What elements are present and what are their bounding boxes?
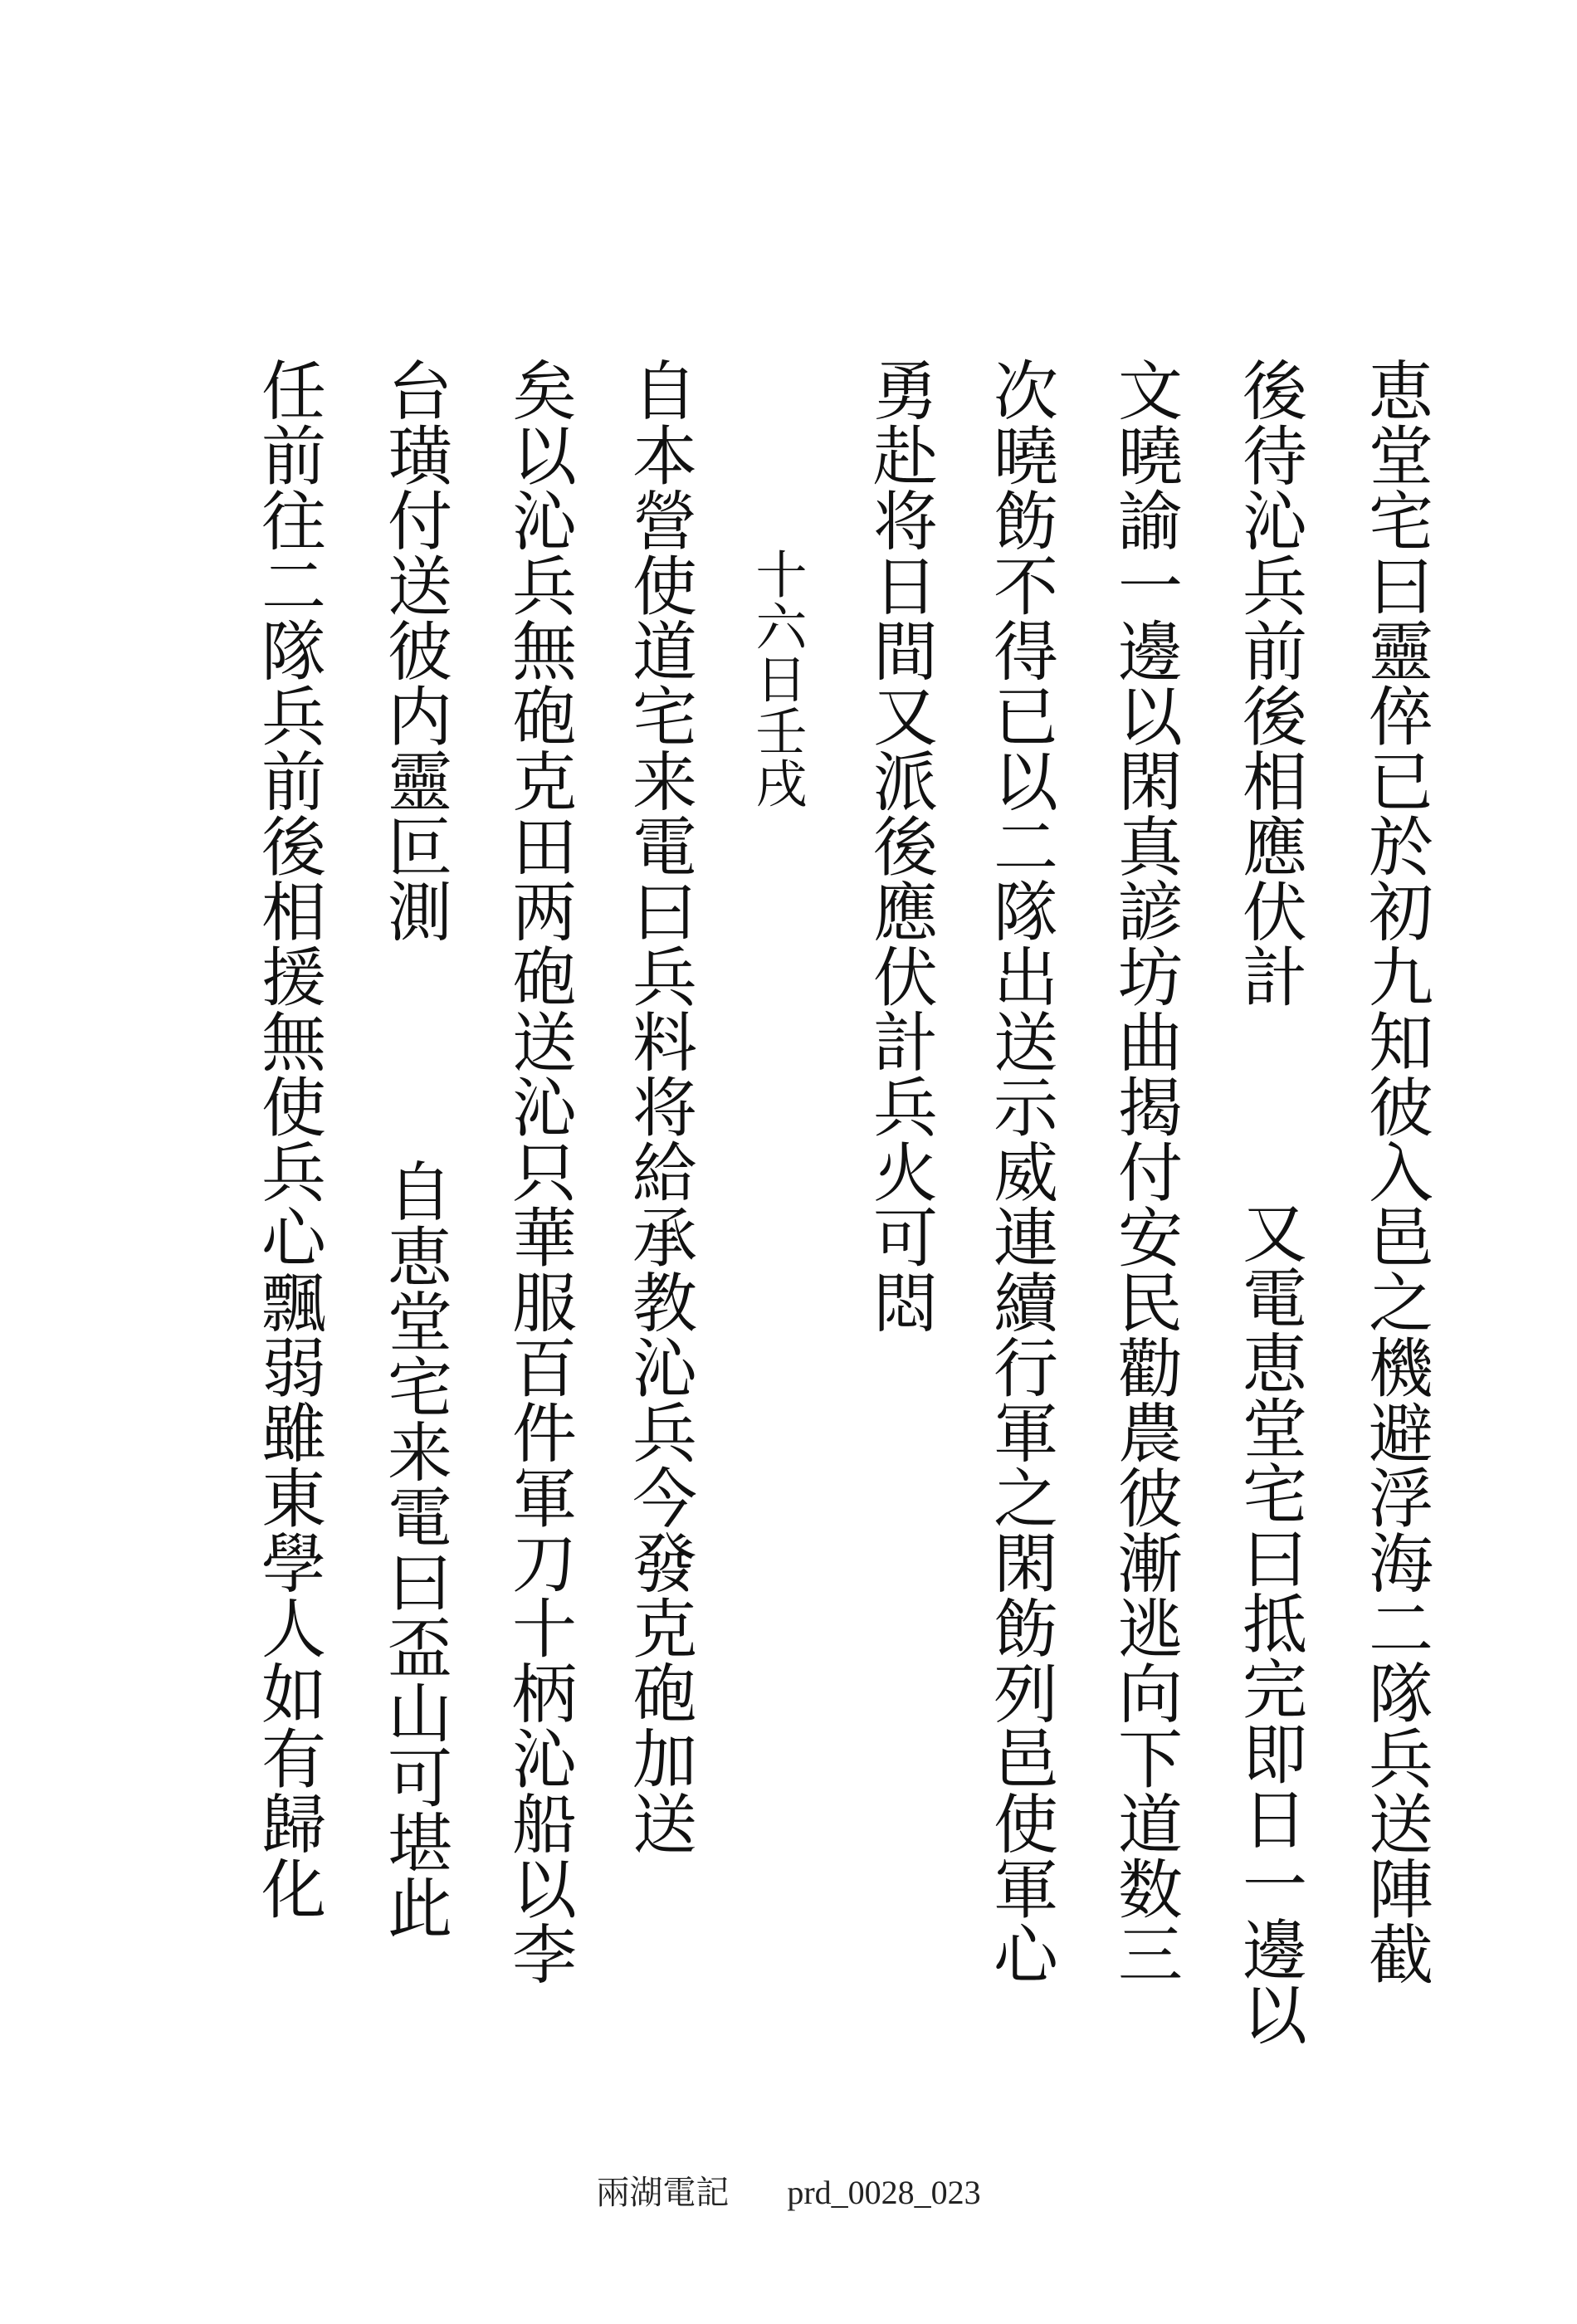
text-column-5: 次曉飭不得已以二隊出送示威連續行軍之閑飭列邑使軍心: [983, 357, 1057, 1986]
page-id: prd_0028_023: [787, 2174, 981, 2211]
text-column-11: 自恵堂宅来電曰盃山可堪此: [377, 1158, 452, 1940]
text-column-1: 恵堂宅曰靈倅已於初九知彼入邑之機避浮海二隊兵送陣截: [1358, 357, 1433, 1986]
text-column-10: 台璜付送彼内靈叵測: [377, 357, 452, 944]
text-column-3: 又電恵堂宅曰抵完即日一邊以: [1232, 1199, 1306, 2047]
text-column-9: 矣以沁兵無砲克田两砲送沁只華服百件軍刀十柄沁船以李: [501, 357, 576, 1986]
text-column-12: 任前往二隊兵前後相援無使兵心飄弱雖東學人如有歸化: [251, 357, 325, 1921]
page-footer: [0, 2166, 1577, 2214]
book-title: 兩湖電記: [596, 2174, 730, 2211]
text-column-2: 後待沁兵前後相應伏計: [1232, 357, 1306, 1008]
date-heading: 十六日壬戌: [747, 548, 808, 809]
text-column-8: 自本營使道宅来電曰兵料将給承教沁兵今發克砲加送: [622, 357, 696, 1856]
text-column-4: 文曉諭一邊以閑真諺坊曲揭付安民勸農彼漸逃向下道数三: [1107, 357, 1182, 1986]
text-column-6: 勇赴将日間又派後應伏計兵火可悶: [862, 357, 937, 1335]
